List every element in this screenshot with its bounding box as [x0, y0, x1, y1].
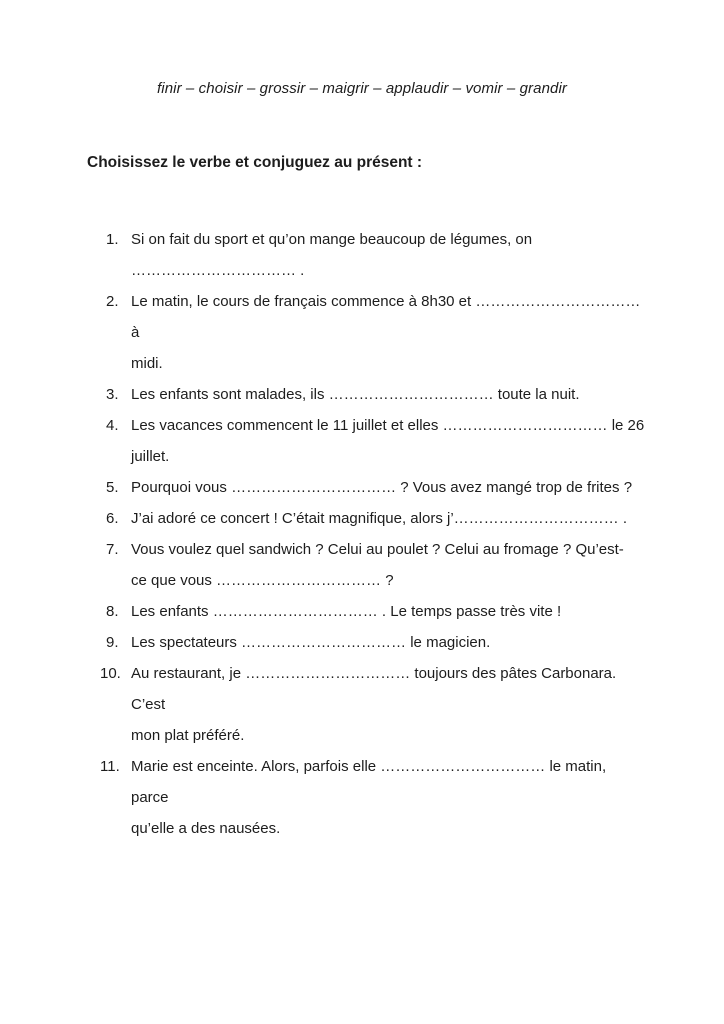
item-text-line: Marie est enceinte. Alors, parfois elle …………………………… le matin, parce — [131, 758, 607, 806]
item-number: 7. — [106, 541, 119, 558]
item-text-line: midi. — [131, 355, 163, 372]
exercise-list — [100, 224, 645, 844]
exercise-item — [100, 379, 645, 410]
item-text-line: qu’elle a des nausées. — [131, 820, 281, 837]
exercise-item — [100, 596, 645, 627]
exercise-item — [100, 658, 645, 751]
exercise-item — [100, 503, 645, 534]
item-text-line: Les enfants …………………………… . Le temps passe très vite ! — [131, 603, 562, 620]
item-text-line: mon plat préféré. — [131, 727, 245, 744]
exercise-item — [100, 410, 645, 472]
item-text-line: Les enfants sont malades, ils …………………………… toute la nuit. — [131, 386, 580, 403]
item-text-line: Le matin, le cours de français commence à 8h30 et …………………………… à — [131, 293, 641, 341]
exercise-item — [100, 472, 645, 503]
item-text-line: Les vacances commencent le 11 juillet et elles …………………………… le 26 — [131, 417, 645, 434]
item-text-line: Au restaurant, je …………………………… toujours des pâtes Carbonara. C’est — [131, 665, 617, 713]
exercise-item — [100, 286, 645, 379]
item-number: 8. — [106, 603, 119, 620]
item-text-line: J’ai adoré ce concert ! C’était magnifique, alors j’…………………………… . — [131, 510, 627, 527]
exercise-item — [100, 751, 645, 844]
exercise-instruction: Choisissez le verbe et conjuguez au présent : — [87, 154, 423, 171]
exercise-item — [100, 224, 645, 286]
exercise-item — [100, 534, 645, 596]
item-number: 11. — [100, 758, 120, 775]
item-number: 10. — [100, 665, 121, 682]
item-text-line: Vous voulez quel sandwich ? Celui au poulet ? Celui au fromage ? Qu’est- — [131, 541, 624, 558]
item-number: 3. — [106, 386, 119, 403]
verb-list: finir – choisir – grossir – maigrir – applaudir – vomir – grandir — [157, 80, 567, 97]
item-number: 5. — [106, 479, 119, 496]
item-number: 4. — [106, 417, 119, 434]
item-number: 1. — [106, 231, 119, 248]
exercise-item — [100, 627, 645, 658]
item-text-line: ce que vous …………………………… ? — [131, 572, 394, 589]
item-text-line: Les spectateurs …………………………… le magicien. — [131, 634, 491, 651]
item-text-line: Pourquoi vous …………………………… ? Vous avez mangé trop de frites ? — [131, 479, 633, 496]
item-number: 9. — [106, 634, 119, 651]
item-text-line: …………………………… . — [131, 262, 305, 279]
item-text-line: juillet. — [131, 448, 170, 465]
item-number: 6. — [106, 510, 119, 527]
item-number: 2. — [106, 293, 119, 310]
item-text-line: Si on fait du sport et qu’on mange beaucoup de légumes, on — [131, 231, 533, 248]
